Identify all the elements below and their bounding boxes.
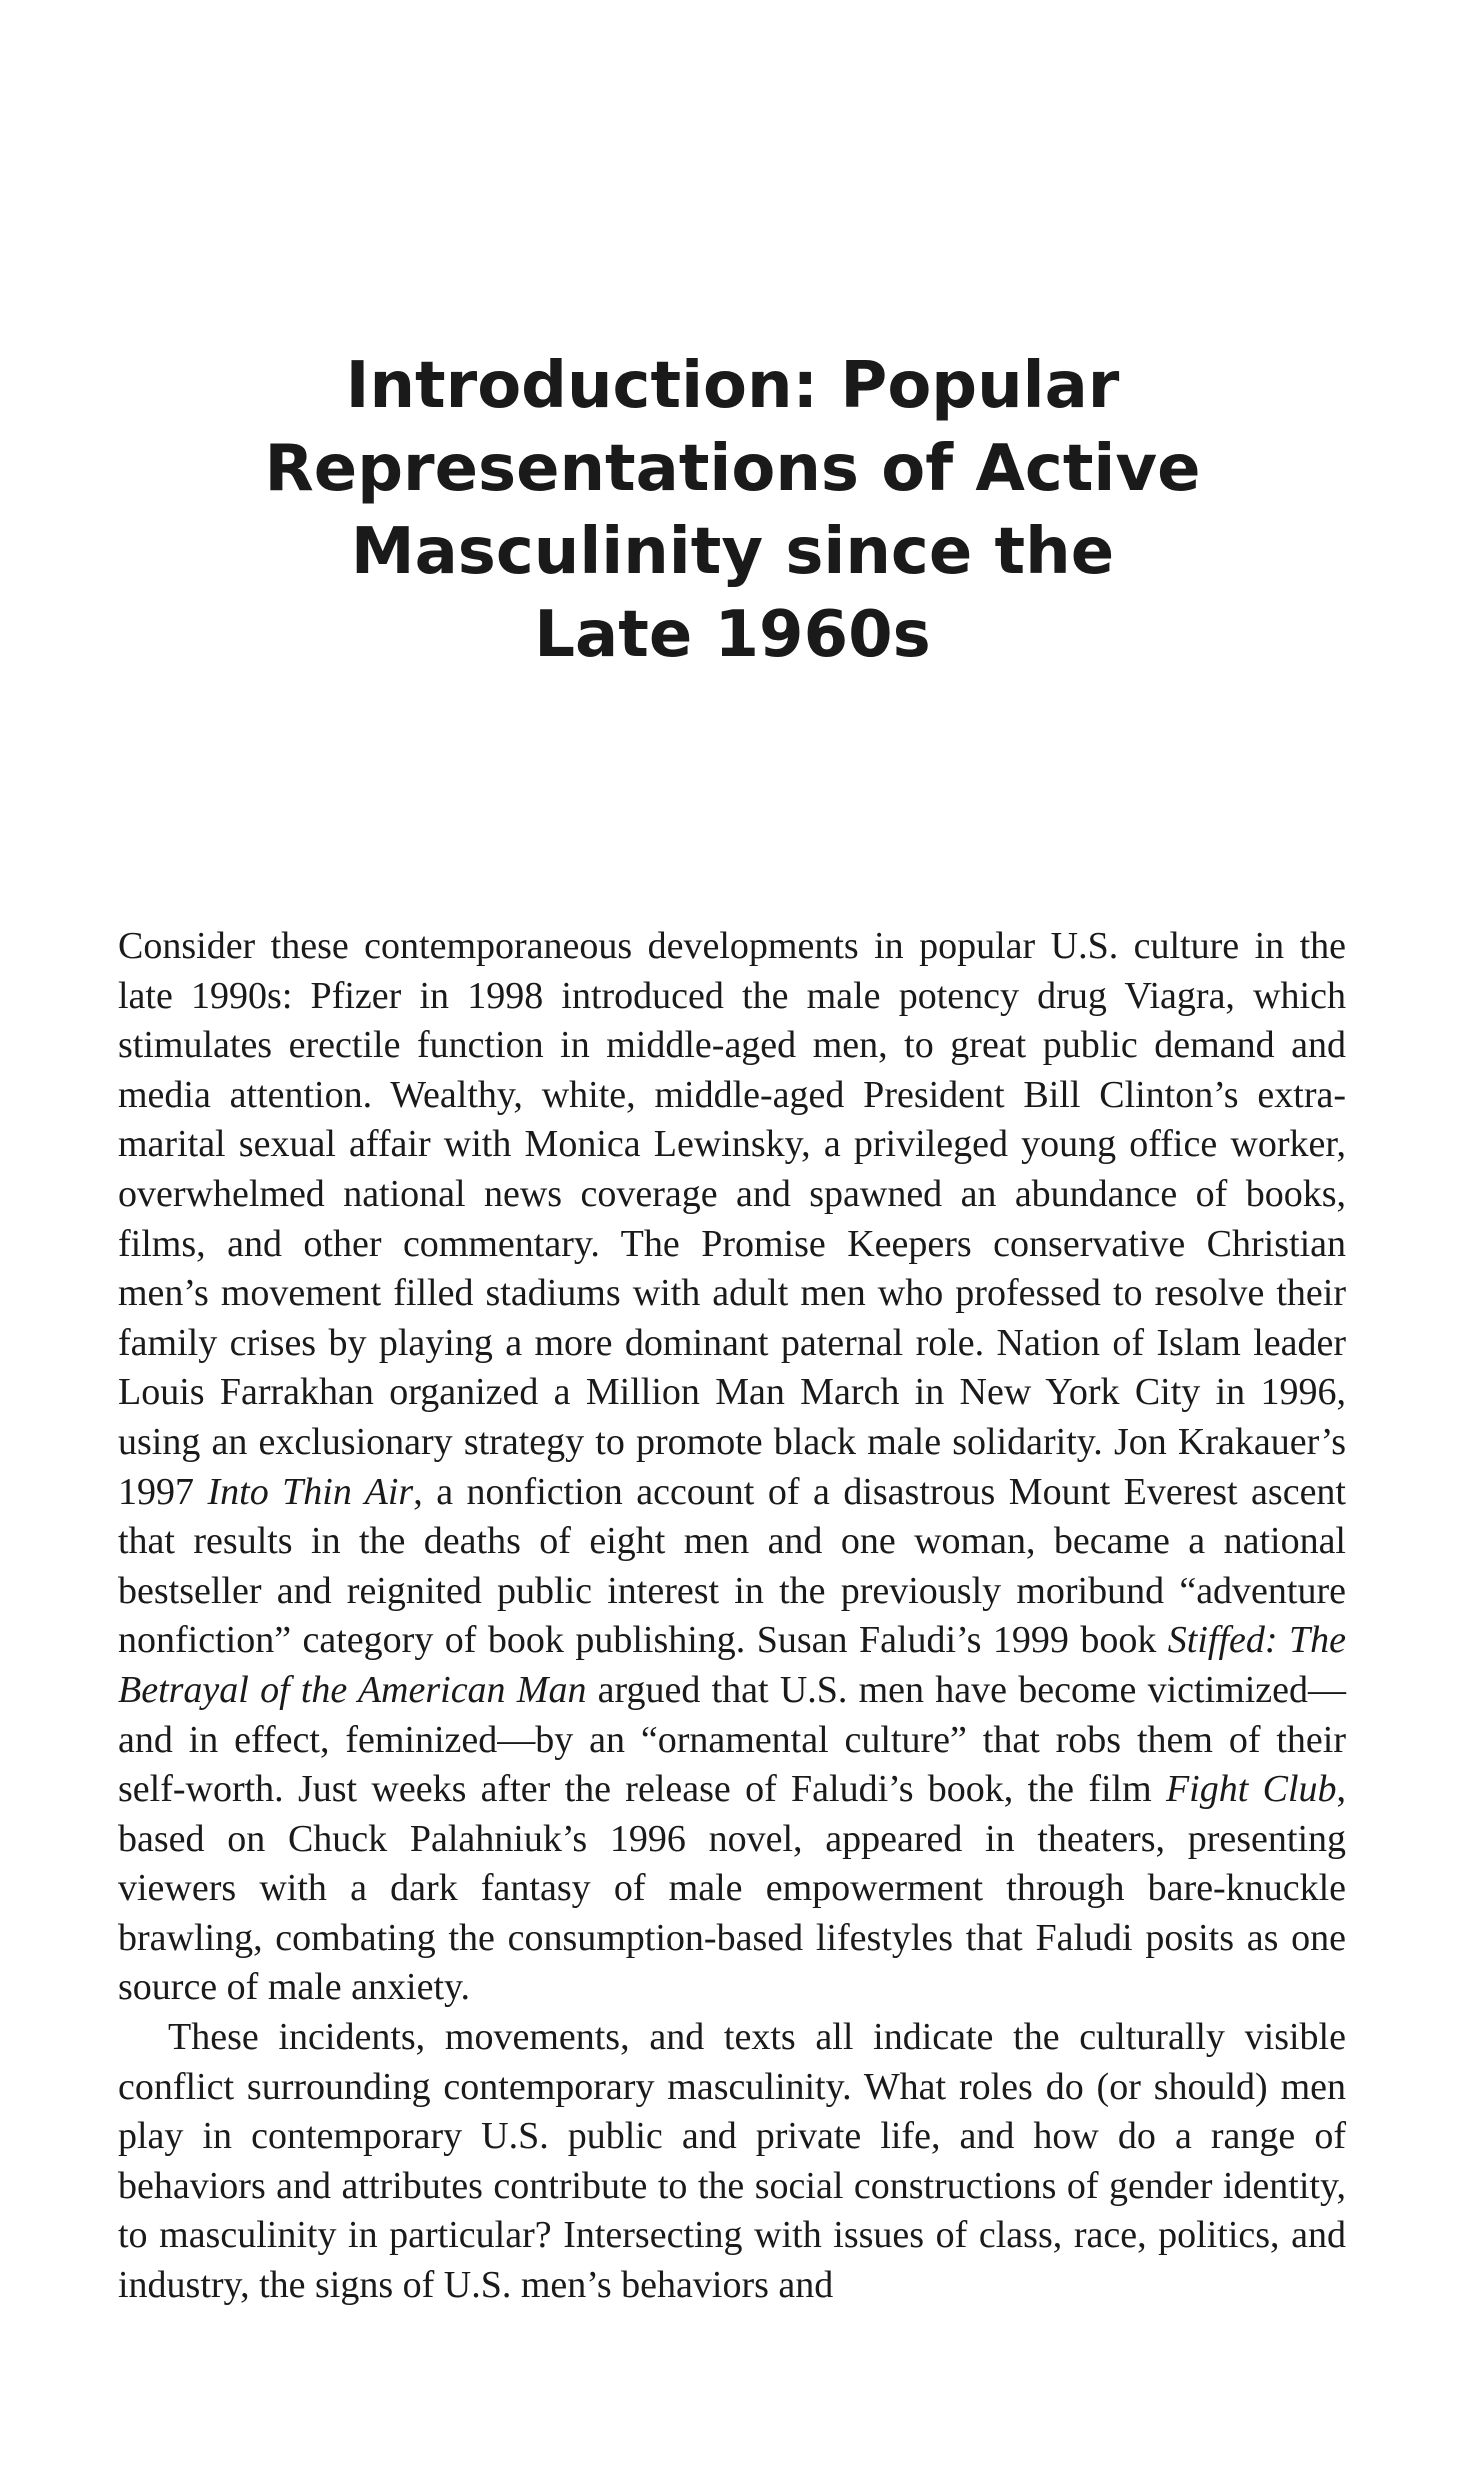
book-title-into-thin-air: Into Thin Air [207, 1470, 414, 1513]
chapter-title-line-4: Late 1960s [534, 598, 931, 672]
chapter-title-line-1: Introduction: Popular [345, 349, 1120, 423]
paragraph-1 [118, 922, 1346, 2013]
paragraph-1-text-c: argued that U.S. men have become victimized—and in effect, feminized—by an “ornamental culture” that robs them of their self-worth. Just weeks after the release of Faludi’s book, the film [118, 1668, 1347, 1811]
paragraph-1-text-d: , based on Chuck Palahniuk’s 1996 novel, appeared in theaters, presenting viewers with a dark fantasy of male empowerment through bare-knuckle brawling, combating the consumption-based lifestyles that Faludi posits as one source of male anxiety. [118, 1768, 1347, 2009]
body-text [118, 922, 1346, 2311]
paragraph-2: These incidents, movements, and texts all indicate the culturally visible conflict surrounding contemporary masculinity. What roles do (or should) men play in contemporary U.S. public and private life, and how do a range of behaviors and attributes contribute to the social constructions of gender identity, to masculinity in particular? Intersecting with issues of class, race, politics, and industry, the signs of U.S. men’s behaviors and [118, 2016, 1346, 2307]
chapter-title-line-3: Masculinity since the [350, 515, 1115, 589]
paragraph-1-text-a: Consider these contemporaneous developments in popular U.S. culture in the late 1990s: Pfizer in 1998 introduced the male potency drug Viagra, which stimulates erectile function in middle-aged men, to great public demand and media attention. Wealthy, white, middle-aged President Bill Clinton’s extramarital sexual affair with Monica Lewinsky, a privileged young office worker, overwhelmed national news coverage and spawned an abundance of books, films, and other commentary. The Promise Keepers conservative Christian men’s movement filled stadiums with adult men who professed to resolve their family crises by playing a more dominant paternal role. Nation of Islam leader Louis Farrakhan organized a Million Man March in New York City in 1996, using an exclusionary strategy to promote black male solidarity. Jon Krakauer’s 1997 [118, 925, 1346, 1513]
book-title-stiffed: Stiffed: The Betrayal of the American Man [118, 1619, 1346, 1711]
chapter-title-line-2: Representations of Active [264, 432, 1201, 506]
film-title-fight-club: Fight Club [1165, 1768, 1337, 1811]
paragraph-1-text-b: , a nonfiction account of a disastrous Mount Everest ascent that results in the deaths of eight men and one woman, became a national bestseller and reignited public interest in the previously moribund “adventure nonfiction” category of book publishing. Susan Faludi’s 1999 book [118, 1470, 1346, 1662]
chapter-title [180, 345, 1285, 677]
